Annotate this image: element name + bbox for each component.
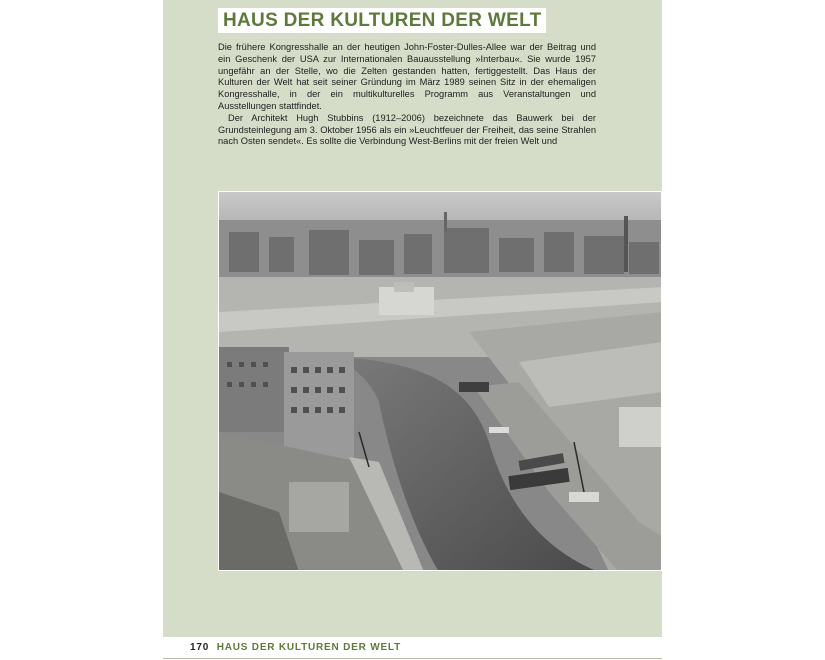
page-footer [190, 642, 401, 653]
page-title: HAUS DER KULTUREN DER WELT [218, 8, 546, 33]
page-number: 170 [190, 642, 210, 653]
historic-photo [218, 191, 662, 571]
paragraph-1: Die frühere Kongresshalle an der heutigen John-Foster-Dulles-Allee war der Beitrag und ein Geschenk der USA zur Internationalen Bauausstellung »Interbau«. Sie wurde 1957 ungefähr an der Stelle, wo die Zelten gestanden hatten, fertiggestellt. Das Haus der Kulturen der Welt hat seit seiner Gründung im März 1989 seinen Sitz in der ehemaligen Kongresshalle, in der ein multikulturelles Programm aus Veranstaltungen und Ausstellungen stattfindet. [218, 42, 596, 111]
paragraph-2: Der Architekt Hugh Stubbins (1912–2006) bezeichnete das Bauwerk bei der Grundsteinlegung am 3. Oktober 1956 als ein »Leuchtfeuer der Freiheit, das seine Strahlen nach Osten sendet«. Es sollte die Verbindung West-Berlins mit der freien Welt und [218, 112, 596, 147]
running-title: HAUS DER KULTUREN DER WELT [216, 642, 401, 653]
footer-divider [163, 658, 662, 659]
body-text [218, 42, 596, 148]
